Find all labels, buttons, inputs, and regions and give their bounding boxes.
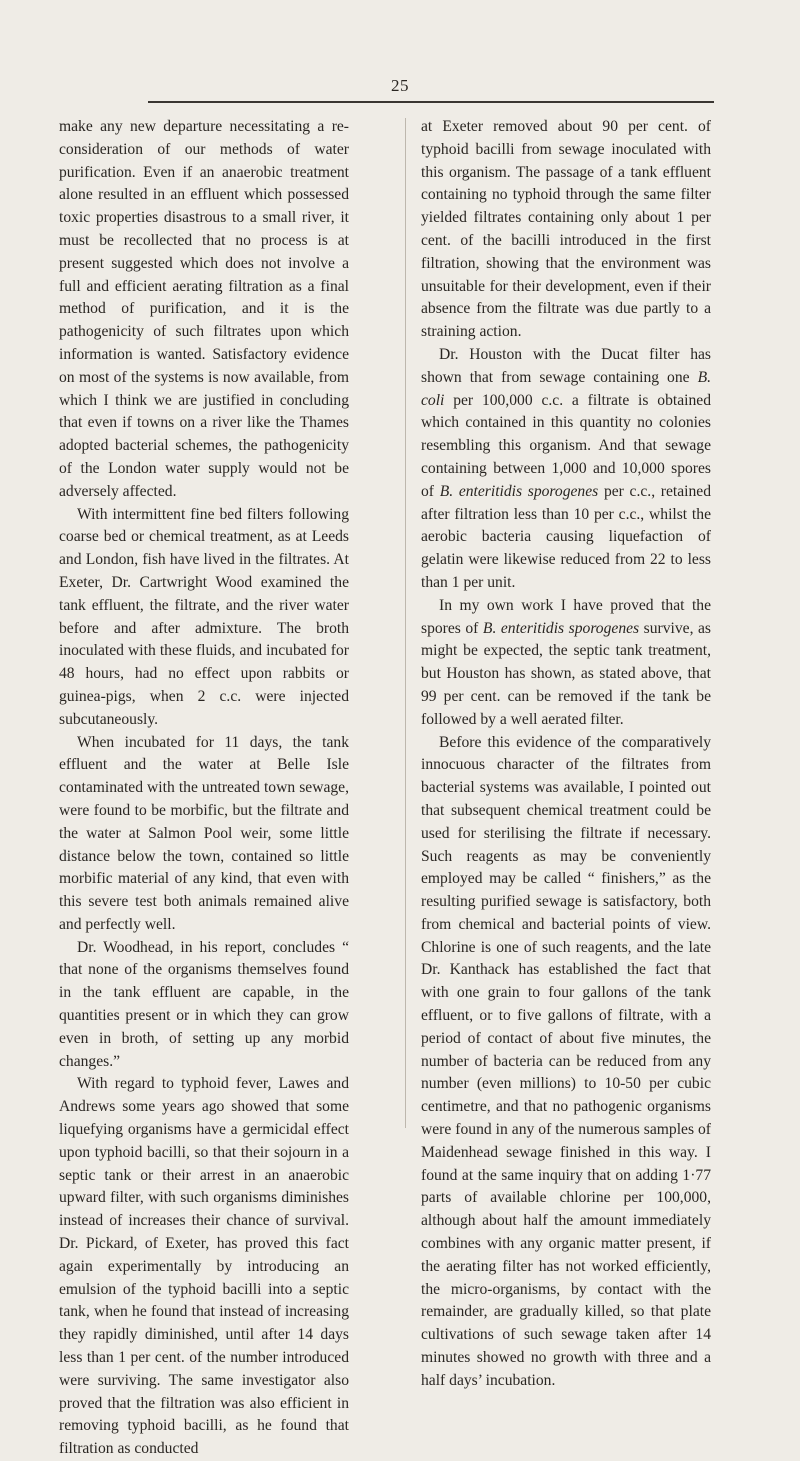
paragraph bbox=[421, 344, 711, 595]
paragraph: With intermittent fine bed filters following coarse bed or chemical treatment, as at Leeds and London, fish have lived in the filtrates. At Exeter, Dr. Cartwright Wood examined the tank effluent, the filtrate, and the river water before and after admixture. The broth inoculated with these fluids, and incubated for 48 hours, had no effect upon rabbits or guinea-pigs, when 2 c.c. were injected subcutaneously. bbox=[59, 505, 349, 728]
organism-name: B. enteritidis sporogenes bbox=[482, 619, 640, 637]
paragraph: at Exeter removed about 90 per cent. of typhoid bacilli from sewage inoculated with this organism. The passage of a tank effluent containing no typhoid through the same filter yielded filtrates containing only about 1 per cent. of the bacilli introduced in the first filtration, showing that the environment was unsuitable for their development, even if their absence from the filtrate was due partly to a straining action. bbox=[421, 118, 711, 341]
text-run: survive, as might be expected, the septic tank treatment, but Houston has shown, as stated above, that 99 per cent. can be removed if the tank be followed by a well aerated filter. bbox=[421, 619, 711, 728]
page-number: 25 bbox=[391, 76, 409, 95]
column-divider bbox=[405, 118, 406, 1128]
organism-name: B. coli bbox=[421, 368, 711, 409]
paragraph: Before this evidence of the comparatively innocuous character of the filtrates from bacterial systems was available, I pointed out that subsequent chemical treatment could be used for sterilising the filtrate if necessary. Such reagents as may be conveniently employed may be called “ finishers,” as the resulting purified sewage is satisfactory, both from chemical and bacterial points of view. Chlorine is one of such reagents, and the late Dr. Kanthack has established the fact that with one grain to four gallons of the tank effluent, or to five gallons of filtrate, with a period of contact of about five minutes, the number of bacteria can be reduced from any number (even millions) to 10-50 per cubic centimetre, and that no pathogenic organisms were found in any of the numerous samples of Maidenhead sewage finished in this way. I found at the same inquiry that on adding 1·77 parts of available chlorine per 100,000, although about half the amount immediately combines with any organic matter present, if the aerating filter has not worked efficiently, the micro-organisms, by contact with the remainder, are gradually killed, so that plate cultivations of such sewage taken after 14 minutes showed no growth with three and a half days’ incubation. bbox=[421, 733, 711, 1389]
paragraph: With regard to typhoid fever, Lawes and Andrews some years ago showed that some liquefying organisms have a germicidal effect upon typhoid bacilli, so that their sojourn in a septic tank or their arrest in an anaerobic upward filter, with such organisms diminishes instead of increases their chance of survival. Dr. Pickard, of Exeter, has proved this fact again experimentally by introducing an emulsion of the typhoid bacilli into a septic tank, when he found that instead of increasing they rapidly diminished, until after 14 days less than 1 per cent. of the number introduced were surviving. The same investigator also proved that the filtration was also efficient in removing typhoid bacilli, as he found that filtration as conducted bbox=[59, 1075, 349, 1458]
header-rule bbox=[148, 101, 714, 103]
right-column bbox=[421, 116, 711, 1393]
text-run: In my own work I have proved that the spores of bbox=[421, 596, 711, 637]
organism-name: B. enteritidis sporogenes bbox=[439, 482, 599, 500]
paragraph: make any new departure necessitating a re-consideration of our methods of water purification. Even if an anaerobic treatment alone resulted in an effluent which possessed toxic properties disastrous to a small river, it must be recollected that no process is at present suggested which does not involve a full and efficient aerating filtration as a final method of purification, and it is the pathogenicity of such filtrates upon which information is wanted. Satisfactory evidence on most of the systems is now available, from which I think we are justified in concluding that even if towns on a river like the Thames adopted bacterial schemes, the pathogenicity of the London water supply would not be adversely affected. bbox=[59, 118, 349, 500]
text-run: Dr. Houston with the Ducat filter has shown that from sewage containing one bbox=[421, 345, 711, 386]
paragraph: Dr. Woodhead, in his report, concludes “ that none of the organisms themselves found in the tank effluent are capable, in the quantities present or in which they can grow even in broth, of setting up any morbid changes.” bbox=[59, 938, 349, 1070]
text-run: per 100,000 c.c. a filtrate is obtained which contained in this quantity no colonies resembling this organism. And that sewage containing between 1,000 and 10,000 spores of bbox=[421, 391, 711, 500]
left-column bbox=[59, 116, 349, 1461]
paragraph bbox=[421, 595, 711, 732]
paragraph: When incubated for 11 days, the tank effluent and the water at Belle Isle contaminated with the untreated town sewage, were found to be morbific, but the filtrate and the water at Salmon Pool weir, some little distance below the town, contained so little morbific material of any kind, that even with this severe test both animals remained alive and perfectly well. bbox=[59, 733, 349, 933]
text-run: per c.c., retained after filtration less than 10 per c.c., whilst the aerobic bacteria causing liquefaction of gelatin were likewise reduced from 22 to less than 1 per unit. bbox=[421, 482, 712, 591]
